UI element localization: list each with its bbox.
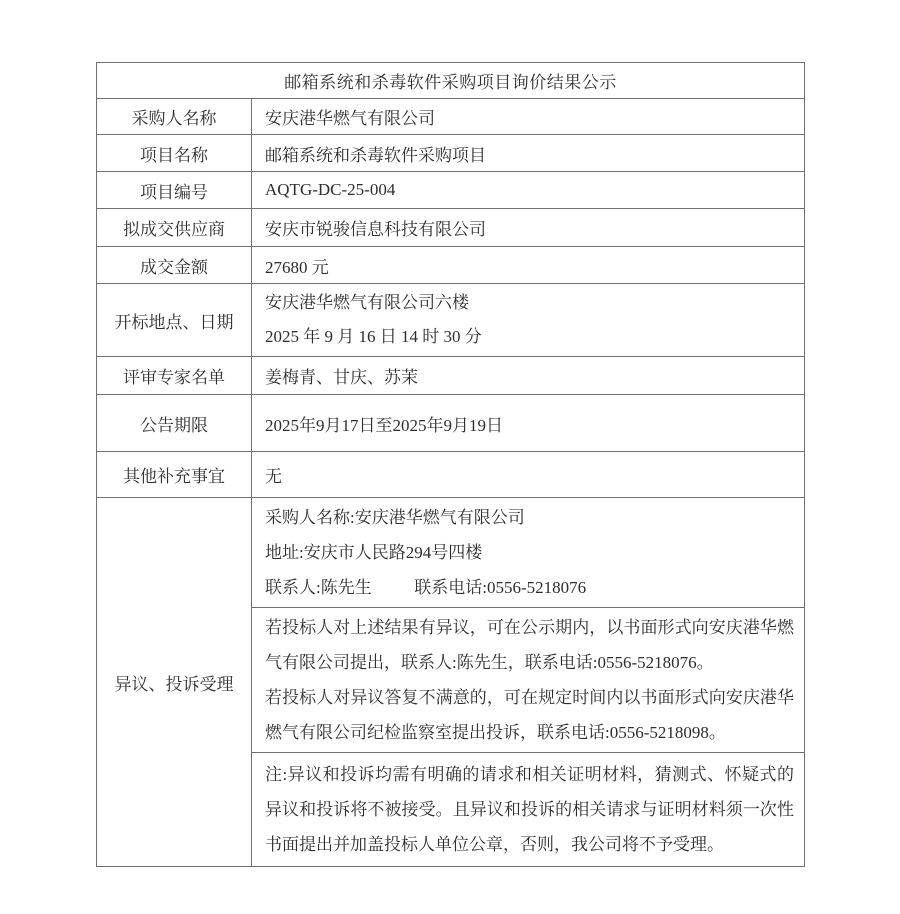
announcement-table — [96, 62, 805, 867]
other-matters-value: 无 — [252, 452, 805, 498]
expert-list-value: 姜梅青、甘庆、苏茉 — [252, 357, 805, 395]
bid-opening-place: 安庆港华燃气有限公司六楼 — [265, 293, 469, 312]
table-row — [97, 357, 805, 395]
proposed-supplier-label: 拟成交供应商 — [97, 209, 252, 247]
project-name-label: 项目名称 — [97, 135, 252, 172]
objection-note-cell: 注:异议和投诉均需有明确的请求和相关证明材料，猜测式、怀疑式的异议和投诉将不被接受。且异议和投诉的相关请求与证明材料须一次性书面提出并加盖投标人单位公章，否则，我公司将不予受理。 — [252, 753, 805, 867]
table-row — [97, 395, 805, 452]
objection-address-line: 地址:安庆市人民路294号四楼 — [265, 543, 483, 562]
project-name-value: 邮箱系统和杀毒软件采购项目 — [252, 135, 805, 172]
objection-contact-row — [97, 498, 805, 608]
other-matters-label: 其他补充事宜 — [97, 452, 252, 498]
expert-list-label: 评审专家名单 — [97, 357, 252, 395]
objection-procedure-paragraph-1: 若投标人对上述结果有异议，可在公示期内，以书面形式向安庆港华燃气有限公司提出，联系人:陈先生，联系电话:0556-5218076。 — [265, 618, 794, 672]
announcement-period-label: 公告期限 — [97, 395, 252, 452]
table-row — [97, 99, 805, 135]
table-row — [97, 135, 805, 172]
table-row — [97, 452, 805, 498]
objection-procedure-paragraph-2: 若投标人对异议答复不满意的，可在规定时间内以书面形式向安庆港华燃气有限公司纪检监察室提出投诉，联系电话:0556-5218098。 — [265, 688, 794, 742]
transaction-amount-label: 成交金额 — [97, 247, 252, 284]
objection-purchaser-line: 采购人名称:安庆港华燃气有限公司 — [265, 508, 525, 527]
objection-label: 异议、投诉受理 — [97, 498, 252, 867]
proposed-supplier-value: 安庆市锐骏信息科技有限公司 — [252, 209, 805, 247]
objection-contact-line: 联系人:陈先生 联系电话:0556-5218076 — [265, 578, 587, 597]
transaction-amount-value: 27680 元 — [252, 247, 805, 284]
project-number-label: 项目编号 — [97, 172, 252, 209]
table-row — [97, 172, 805, 209]
table-row — [97, 247, 805, 284]
purchaser-name-label: 采购人名称 — [97, 99, 252, 135]
announcement-period-value: 2025年9月17日至2025年9月19日 — [252, 395, 805, 452]
table-row — [97, 284, 805, 357]
objection-contact-cell — [252, 498, 805, 608]
bid-opening-datetime: 2025 年 9 月 16 日 14 时 30 分 — [265, 327, 482, 346]
purchaser-name-value: 安庆港华燃气有限公司 — [252, 99, 805, 135]
bid-opening-value — [252, 284, 805, 357]
objection-procedure-cell — [252, 608, 805, 753]
document-title: 邮箱系统和杀毒软件采购项目询价结果公示 — [97, 63, 805, 99]
bid-opening-label: 开标地点、日期 — [97, 284, 252, 357]
project-number-value: AQTG-DC-25-004 — [252, 172, 805, 209]
table-row — [97, 209, 805, 247]
title-row — [97, 63, 805, 99]
